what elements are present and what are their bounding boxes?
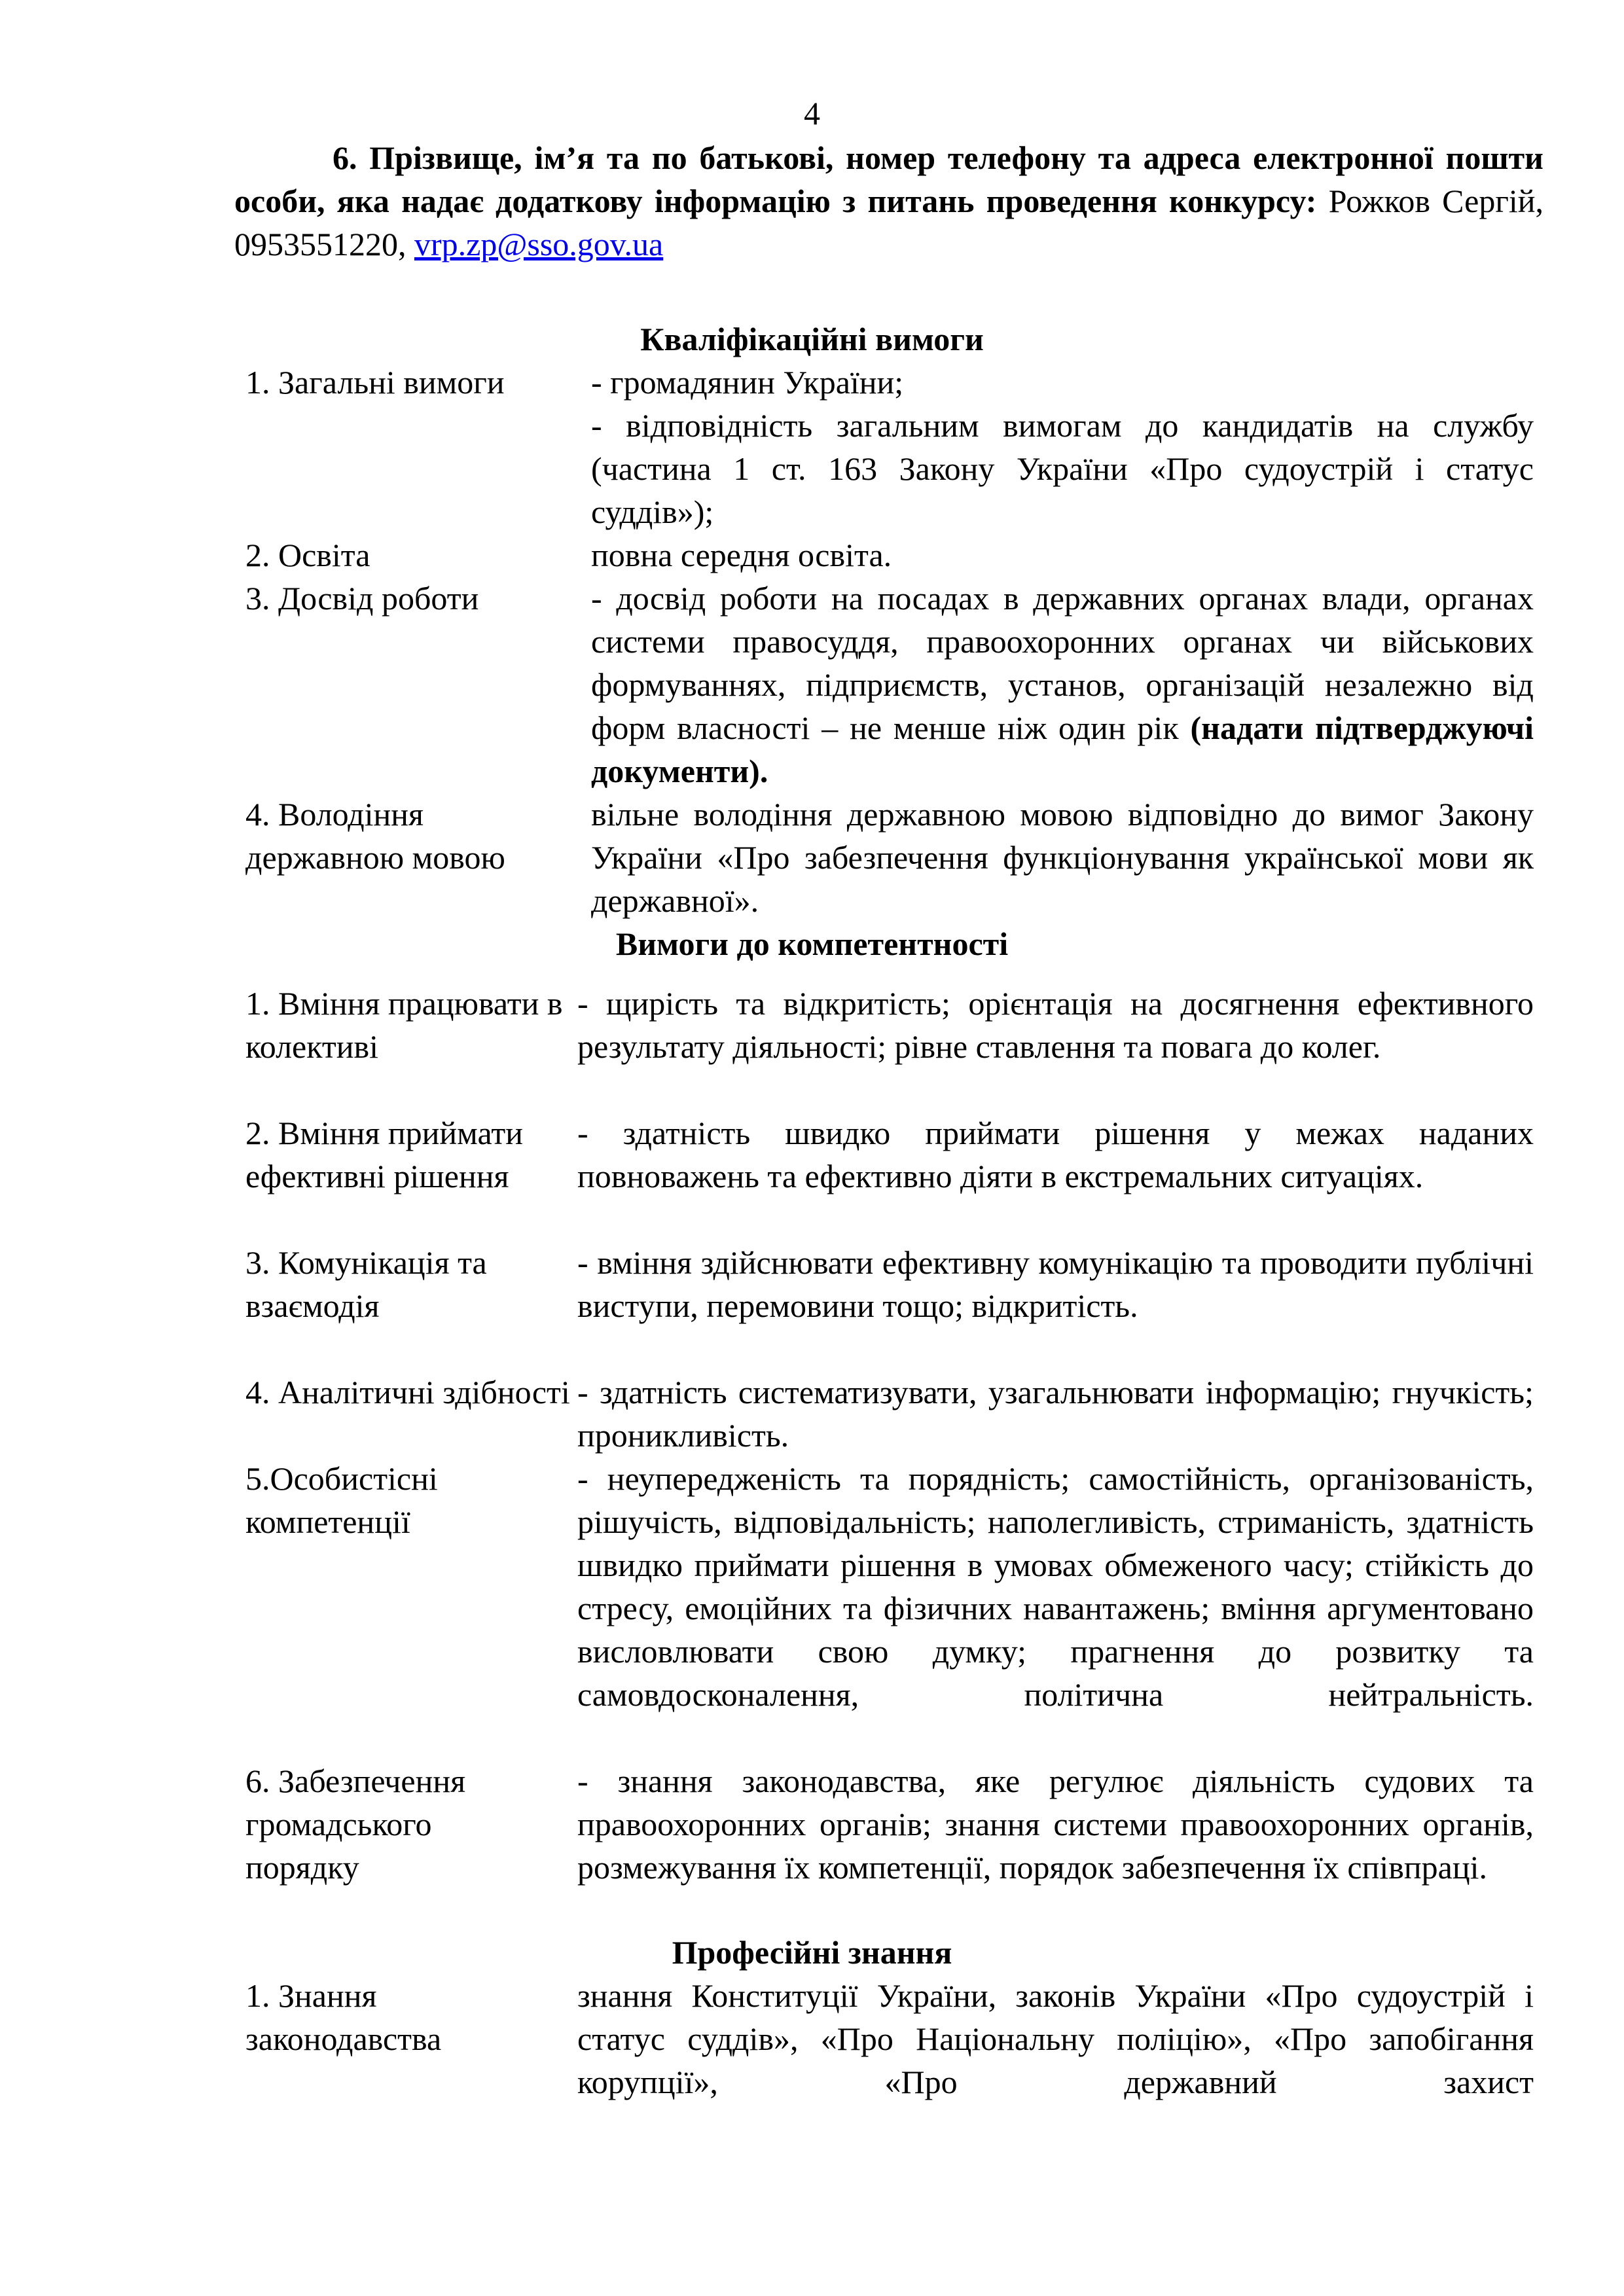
competence-label: 2. Вміння приймати ефективні рішення xyxy=(245,1115,523,1194)
competence-text: - неупередженість та порядність; самостійність, організованість, рішучість, відповідальність; наполегливість, стриманість, здатність швидко приймати рішення в умовах обмеженого часу; стійкість до стресу, емоційних та фізичних навантажень; вміння аргументовано висловлювати свою думку; прагнення до розвитку та самовдосконалення, політична нейтральність. xyxy=(577,1460,1534,1713)
competence-text: - здатність швидко приймати рішення у межах наданих повноважень та ефективно діяти в екстремальних ситуаціях. xyxy=(577,1115,1534,1194)
competence-label: 6. Забезпечення громадського порядку xyxy=(245,1763,466,1886)
contact-paragraph xyxy=(234,136,1543,266)
competence-text: - вміння здійснювати ефективну комунікацію та проводити публічні виступи, перемовини тощо; відкритість. xyxy=(577,1244,1534,1324)
requirement-label: 2. Освіта xyxy=(245,537,370,573)
section-title-professional: Професійні знання xyxy=(672,1934,952,1971)
competence-text: - здатність систематизувати, узагальнювати інформацію; гнучкість; проникливість. xyxy=(577,1374,1534,1454)
requirement-label: 1. Загальні вимоги xyxy=(245,364,505,401)
competence-label: 3. Комунікація та взаємодія xyxy=(245,1244,487,1324)
knowledge-text: знання Конституції України, законів України «Про судоустрій і статус суддів», «Про Національну поліцію», «Про запобігання корупції», «Про державний захист xyxy=(577,1977,1534,2100)
requirement-text xyxy=(591,577,1534,793)
competence-text: - щирість та відкритість; орієнтація на досягнення ефективного результату діяльності; рівне ставлення та повага до колег. xyxy=(577,985,1534,1065)
competence-label: 4. Аналітичні здібності xyxy=(245,1374,570,1410)
requirement-label: 4. Володіння державною мовою xyxy=(245,796,505,876)
competence-text: - знання законодавства, яке регулює діяльність судових та правоохоронних органів; знання системи правоохоронних органів, розмежування їх компетенції, порядок забезпечення їх співпраці. xyxy=(577,1763,1534,1886)
contact-heading: 6. Прізвище, ім’я та по батькові, номер телефону та адреса електронної пошти особи, яка надає додаткову інформацію з питань проведення конкурсу: xyxy=(234,139,1543,219)
contact-email-link[interactable]: vrp.zp@sso.gov.ua xyxy=(414,226,664,262)
section-title-qualification: Кваліфікаційні вимоги xyxy=(640,321,984,357)
requirement-note-bold: (надати підтверджуючі документи). xyxy=(591,709,1534,789)
contact-person: Рожков Сергій, 0953551220, xyxy=(234,183,1543,262)
requirement-line: - відповідність загальним вимогам до кандидатів на службу (частина 1 ст. 163 Закону України «Про судоустрій і статус суддів»); xyxy=(591,407,1534,530)
requirement-text: повна середня освіта. xyxy=(591,537,892,573)
requirement-line: - громадянин України; xyxy=(591,364,904,401)
knowledge-label: 1. Знання законодавства xyxy=(245,1977,442,2057)
requirement-text xyxy=(591,361,1534,533)
competence-label: 5.Особистісні компетенції xyxy=(245,1460,438,1540)
requirement-text-main: - досвід роботи на посадах в державних органах влади, органах системи правосуддя, правоохоронних органах чи військових формуваннях, підприємств, установ, організацій незалежно від форм власності – не менше ніж один рік xyxy=(591,580,1534,746)
section-title-competence: Вимоги до компетентності xyxy=(615,925,1009,962)
requirement-label: 3. Досвід роботи xyxy=(245,580,479,617)
page-number: 4 xyxy=(804,95,820,132)
requirement-text: вільне володіння державною мовою відповідно до вимог Закону України «Про забезпечення функціонування української мови як державної». xyxy=(591,796,1534,919)
competence-label: 1. Вміння працювати в колективі xyxy=(245,985,563,1065)
